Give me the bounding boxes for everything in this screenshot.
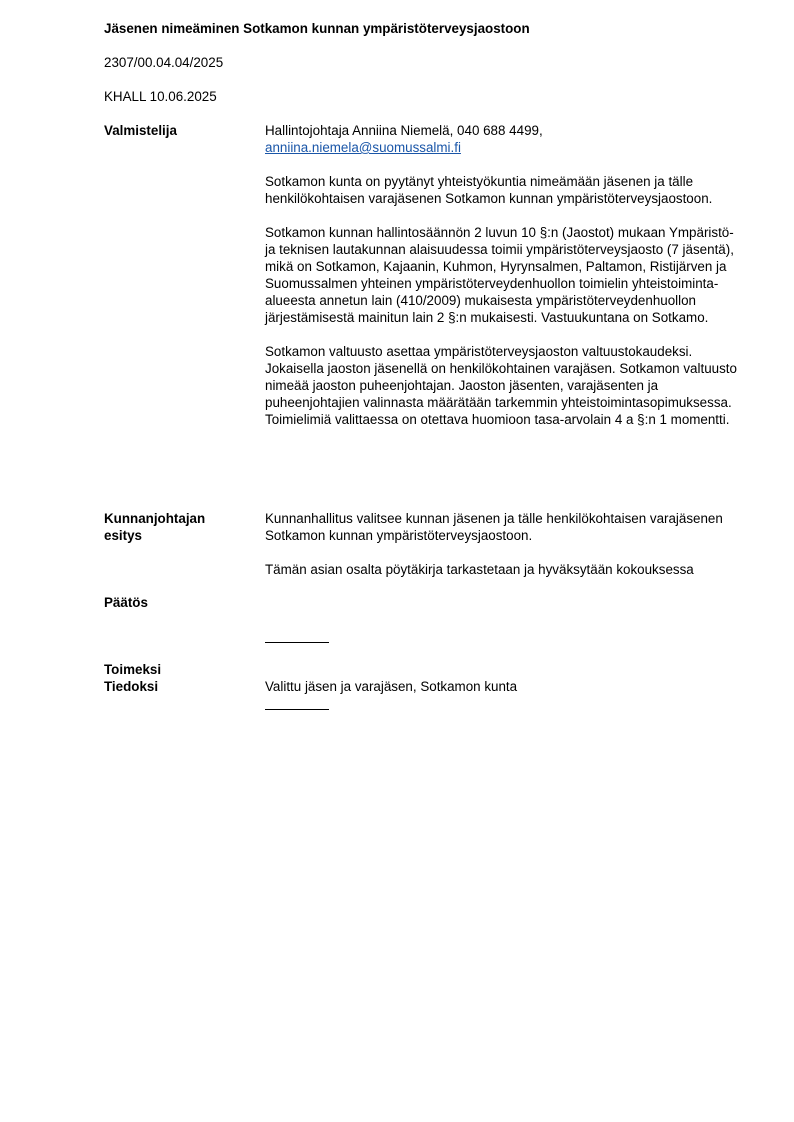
paatos-divider: [265, 642, 329, 643]
reference-number: 2307/00.04.04/2025: [104, 55, 224, 70]
esitys-paragraph-2: Tämän asian osalta pöytäkirja tarkastetaan ja hyväksytään kokouksessa: [265, 562, 694, 577]
valmistelija-label: Valmistelija: [104, 123, 177, 138]
paatos-label: Päätös: [104, 595, 148, 610]
valmistelija-paragraph-3: Sotkamon valtuusto asettaa ympäristöterveysjaoston valtuustokaudeksi. Jokaisella jaoston jäsenellä on henkilökohtainen varajäsen. Sotkamon valtuusto nimeää jaoston puheenjohtajan. Jaoston jäsenten, varajäsenten ja puheenjohtajien valinnasta määrätään tarkemmin yhteistoimintasopimuksessa. Toimielimiä valittaessa on otettava huomioon tasa-arvolain 4 a §:n 1 momentti.: [265, 344, 737, 427]
tiedoksi-divider: [265, 709, 329, 710]
esitys-label: [104, 510, 205, 544]
preparer-block: [265, 122, 745, 156]
esitys-paragraph-1: Kunnanhallitus valitsee kunnan jäsenen ja tälle henkilökohtaisen varajäsenen Sotkamon kunnan ympäristöterveysjaostoon.: [265, 511, 723, 543]
preparer-line: Hallintojohtaja Anniina Niemelä, 040 688 4499,: [265, 123, 543, 138]
preparer-email-link[interactable]: anniina.niemela@suomussalmi.fi: [265, 140, 461, 155]
tiedoksi-label: Tiedoksi: [104, 679, 159, 694]
meeting-date: KHALL 10.06.2025: [104, 89, 217, 104]
valmistelija-paragraph-1: Sotkamon kunta on pyytänyt yhteistyökuntia nimeämään jäsenen ja tälle henkilökohtaisen varajäsenen Sotkamon kunnan ympäristöterveysjaostoon.: [265, 174, 713, 206]
valmistelija-paragraph-2: Sotkamon kunnan hallintosäännön 2 luvun 10 §:n (Jaostot) mukaan Ympäristö- ja teknisen lautakunnan alaisuudessa toimii ympäristöterveysjaosto (7 jäsentä), mikä on Sotkamon, Kajaanin, Kuhmon, Hyrynsalmen, Paltamon, Ristijärven ja Suomussalmen yhteinen ympäristöterveydenhuollon toimielin yhteistoiminta-alueesta annetun lain (410/2009) mukaisesta ympäristöterveydenhuollon järjestämisestä mainitun lain 2 §:n mukaisesti. Vastuukuntana on Sotkamo.: [265, 225, 734, 325]
toimeksi-label: Toimeksi: [104, 662, 162, 677]
document-title: Jäsenen nimeäminen Sotkamon kunnan ympäristöterveysjaostoon: [104, 21, 530, 36]
valmistelija-section: [265, 122, 745, 428]
tiedoksi-value: Valittu jäsen ja varajäsen, Sotkamon kunta: [265, 679, 518, 694]
esitys-label-line-1: Kunnanjohtajan: [104, 511, 206, 526]
esitys-section: [265, 510, 745, 578]
esitys-label-line-2: esitys: [104, 528, 142, 543]
